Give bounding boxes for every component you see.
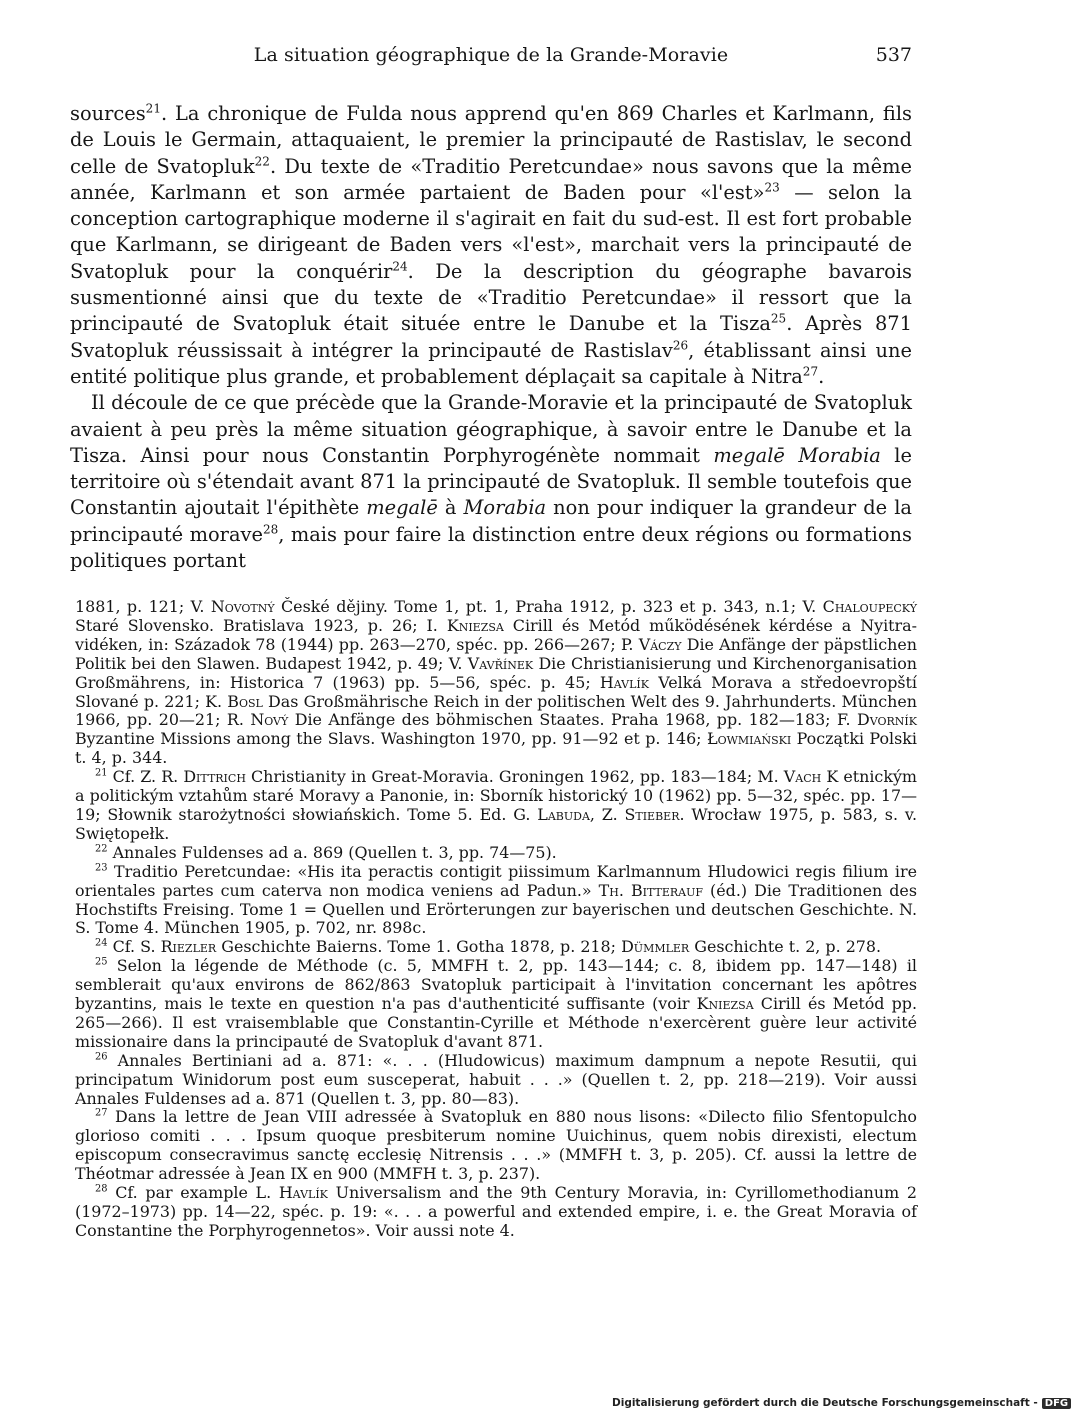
text-run: . Après 871 Svatopluk réussissait à intégrer la principauté de Rastislav <box>70 312 912 362</box>
author-name: Chaloupecký <box>822 597 917 616</box>
text-run: Universalism and the 9th Century Moravia, in: Cyrillomethodianum 2 (1972–1973) pp. 14—22, spéc. p. 19: «. . . a powerful and extended empire, i. e. the Great Moravia of Constantine the Porphyrogennetos». Voir aussi note 4. <box>75 1183 918 1240</box>
text-run: . <box>818 364 825 388</box>
author-name: Vach <box>783 767 822 787</box>
footnote-number: 27 <box>95 1108 108 1120</box>
author-name: Riezler <box>160 937 217 957</box>
footnotes <box>75 598 917 1241</box>
text-run: , Z. <box>589 804 625 824</box>
text-run: Das Großmährische Reich in der politischen Welt des 9. Jahrhunderts. München 1966, pp. 20—21; R. <box>75 691 917 730</box>
page-number: 537 <box>875 44 912 66</box>
footnote-ref-23: 23 <box>764 180 780 195</box>
text-run: . Wrocław 1975, p. 583, s. v. Swiętopełk. <box>75 804 918 843</box>
footnote-number: 23 <box>95 862 108 874</box>
page-header <box>70 44 912 76</box>
text-run: sources <box>70 102 146 125</box>
text-run: Dans la lettre de Jean VIII adressée à Svatopluk en 880 nous lisons: «Dilecto filio Sfentopulcho glorioso comiti . . . Ipsum quoque presbiterum nomine Uuichinus, quem nobis direxisti, electum episcopum consecravimus sanctę ecclesię Nitrensis . . .» (MMFH t. 3, p. 205). Cf. aussi la lettre de Théotmar adressée à Jean IX en 900 (MMFH t. 3, p. 237). <box>75 1107 917 1184</box>
text-run: , établissant ainsi une entité politique plus grande, et probablement déplaçait sa capitale à Nitra <box>70 338 912 388</box>
text-run: Cf. Z. R. <box>107 767 184 787</box>
text-run: (éd.) Die Traditionen des Hochstifts Freising. Tome 1 = Quellen und Erörterungen zur bayerischen und deutschen Geschichte. N. S. Tome 4. München 1905, p. 702, nr. 898c. <box>75 880 917 938</box>
text-run: non pour indiquer la grandeur de la principauté morave <box>70 496 912 546</box>
author-name: Dümmler <box>621 937 690 957</box>
italic-term: Morabia <box>463 496 547 520</box>
footnote-28 <box>75 1184 917 1241</box>
author-name: Nový <box>250 710 289 730</box>
author-name: Bosl <box>227 691 263 711</box>
footnote-25 <box>75 957 917 1052</box>
author-name: Havlík <box>599 672 649 692</box>
author-name: Łowmiański <box>706 729 792 749</box>
author-name: Kniezsa <box>446 615 504 635</box>
footnote-number: 22 <box>95 843 108 855</box>
text-run: Traditio Peretcundae: «His ita peractis contigit piissimum Karlmannum Hludowici regis filium ire orientales partes cum caterva non modica veniens ad Padun.» <box>75 861 917 900</box>
text-run: , mais pour faire la distinction entre deux régions ou formations politiques portant <box>70 522 912 573</box>
author-name: Vavřínek <box>467 653 534 673</box>
footnote-number: 24 <box>95 938 108 950</box>
footnote-ref-25: 25 <box>770 311 787 326</box>
footnote-ref-24: 24 <box>392 259 408 274</box>
footnote-23 <box>75 863 917 939</box>
author-name: Th. Bitterauf <box>598 880 703 900</box>
footnote-26 <box>75 1052 917 1109</box>
author-name: Havlík <box>278 1183 328 1203</box>
running-title: La situation géographique de la Grande-Moravie <box>253 44 729 66</box>
text-run: Annales Bertiniani ad a. 871: «. . . (Hludowicus) maximum dampnum a nepote Resutii, qui principatum Winidorum post eum susceperat, habuit . . .» (Quellen t. 2, pp. 218—219). Voir aussi Annales Fuldenses ad a. 871 (Quellen t. 3, pp. 80—83). <box>75 1050 917 1108</box>
footnote-number: 25 <box>95 956 108 968</box>
text-run: Annales Fuldenses ad a. 869 (Quellen t. 3, pp. 74—75). <box>107 842 557 862</box>
dfg-logo: DFG <box>1042 1398 1071 1409</box>
text-run: le territoire où s'étendait avant 871 la principauté de Svatopluk. Il semble toutefois que Constantin ajoutait l'épithète <box>70 443 912 520</box>
text-run: à <box>437 496 464 520</box>
text-run: Geschichte t. 2, p. 278. <box>689 937 882 957</box>
footnote-number: 26 <box>95 1051 108 1063</box>
text-run: Początki Polski t. 4, p. 344. <box>75 729 917 768</box>
text-run: Die Anfänge der päpstlichen Politik bei den Slawen. Budapest 1942, p. 49; V. <box>75 634 917 673</box>
text-run: K etnickým a politickým vztahům staré Moravy a Panonie, in: Sborník historický 10 (1962) pp. 5—32, spéc. pp. 17—19; Słownik starożytności słowiańskich. Tome 5. Ed. G. <box>75 767 917 824</box>
footnote-27 <box>75 1108 917 1184</box>
text-run: . Du texte de «Traditio Peretcundae» nous savons que la même année, Karlmann et son armée partaient de Baden pour «l'est» <box>70 154 912 204</box>
italic-term: megalē Morabia <box>713 443 881 467</box>
author-name: Kniezsa <box>696 994 754 1014</box>
author-name: Dittrich <box>183 767 246 787</box>
footnote-ref-21: 21 <box>145 101 161 116</box>
text-run: Cf. par example L. <box>107 1183 279 1203</box>
text-run: České dějiny. Tome 1, pt. 1, Praha 1912, p. 323 et p. 343, n.1; V. <box>274 597 823 616</box>
text-run: Staré Slovensko. Bratislava 1923, p. 26; I. <box>75 615 447 635</box>
text-run: Selon la légende de Méthode (c. 5, MMFH t. 2, pp. 143—144; c. 8, ibidem pp. 147—148) il semblerait qu'aux environs de 862/863 Svatopluk participait à l'invitation concernant les apôtres byzantins, mais le texte en question n'a pas d'authenticité suffisante (voir <box>75 956 917 1014</box>
text-run: Il découle de ce que précède que la Grande-Moravie et la principauté de Svatopluk avaient à peu près la même situation géographique, à savoir entre le Danube et la Tisza. Ainsi pour nous Constantin Porphyrogénète nommait <box>70 391 912 467</box>
footnote-ref-26: 26 <box>672 338 689 353</box>
author-name: Dvorník <box>857 710 917 730</box>
footnote-ref-28: 28 <box>262 522 279 537</box>
credit-text: Digitalisierung gefördert durch die Deutsche Forschungsgemeinschaft - <box>612 1397 1038 1409</box>
author-name: Váczy <box>638 634 682 654</box>
main-paragraph-2 <box>70 390 912 574</box>
author-name: Novotný <box>210 597 275 616</box>
text-run: . La chronique de Fulda nous apprend qu'en 869 Charles et Karlmann, fils de Louis le Germain, attaquaient, le premier la principauté de Rastislav, le second celle de Svatopluk <box>70 102 912 178</box>
main-text <box>70 101 912 574</box>
author-name: Labuda <box>537 804 590 824</box>
footnote-continuation <box>75 598 917 768</box>
text-run: Christianity in Great-Moravia. Groningen 1962, pp. 183—184; M. <box>245 767 784 787</box>
text-run: Geschichte Baierns. Tome 1. Gotha 1878, p. 218; <box>216 937 622 957</box>
text-run: Cirill és Metód pp. 265—266). Il est vraisemblable que Constantin-Cyrille et Méthode n'exercèrent guère leur activité missionaire dans la principauté de Svatopluk d'avant 871. <box>75 994 917 1051</box>
footnote-number: 21 <box>95 767 108 779</box>
text-run: Cf. S. <box>107 937 161 957</box>
text-run: Velká Morava a středoevropští Slované p. 221; K. <box>75 672 917 711</box>
footnote-22 <box>75 844 917 863</box>
footnote-21 <box>75 768 917 844</box>
footnote-number: 28 <box>95 1183 108 1195</box>
text-run: Die Anfänge des böhmischen Staates. Praha 1968, pp. 182—183; F. <box>288 710 858 730</box>
text-run: Byzantine Missions among the Slavs. Washington 1970, pp. 91—92 et p. 146; <box>75 729 707 749</box>
digitization-credit <box>612 1397 1069 1415</box>
main-paragraph-1 <box>70 101 912 390</box>
footnote-ref-27: 27 <box>802 364 819 379</box>
text-run: — selon la conception cartographique moderne il s'agirait en fait du sud-est. Il est fort probable que Karlmann, se dirigeant de Baden vers «l'est», marchait vers la principauté de Svatopluk pour la conquérir <box>70 180 912 283</box>
author-name: Stieber <box>624 804 680 824</box>
text-run: Die Christianisierung und Kirchenorganisation Großmährens, in: Historica 7 (1963) pp. 5—56, spéc. p. 45; <box>75 653 918 692</box>
italic-term: megalē <box>366 496 438 520</box>
footnote-ref-22: 22 <box>254 154 270 169</box>
text-run: . De la description du géographe bavarois susmentionné ainsi que du texte de «Traditio Peretcundae» il ressort que la principauté de Svatopluk était située entre le Danube et la Tisza <box>70 259 912 336</box>
footnote-24 <box>75 938 917 957</box>
text-run: Cirill és Metód működésének kérdése a Nyitra-vidéken, in: Századok 78 (1944) pp. 263—270, spéc. pp. 266—267; P. <box>75 615 918 654</box>
text-run: 1881, p. 121; V. <box>75 597 211 616</box>
